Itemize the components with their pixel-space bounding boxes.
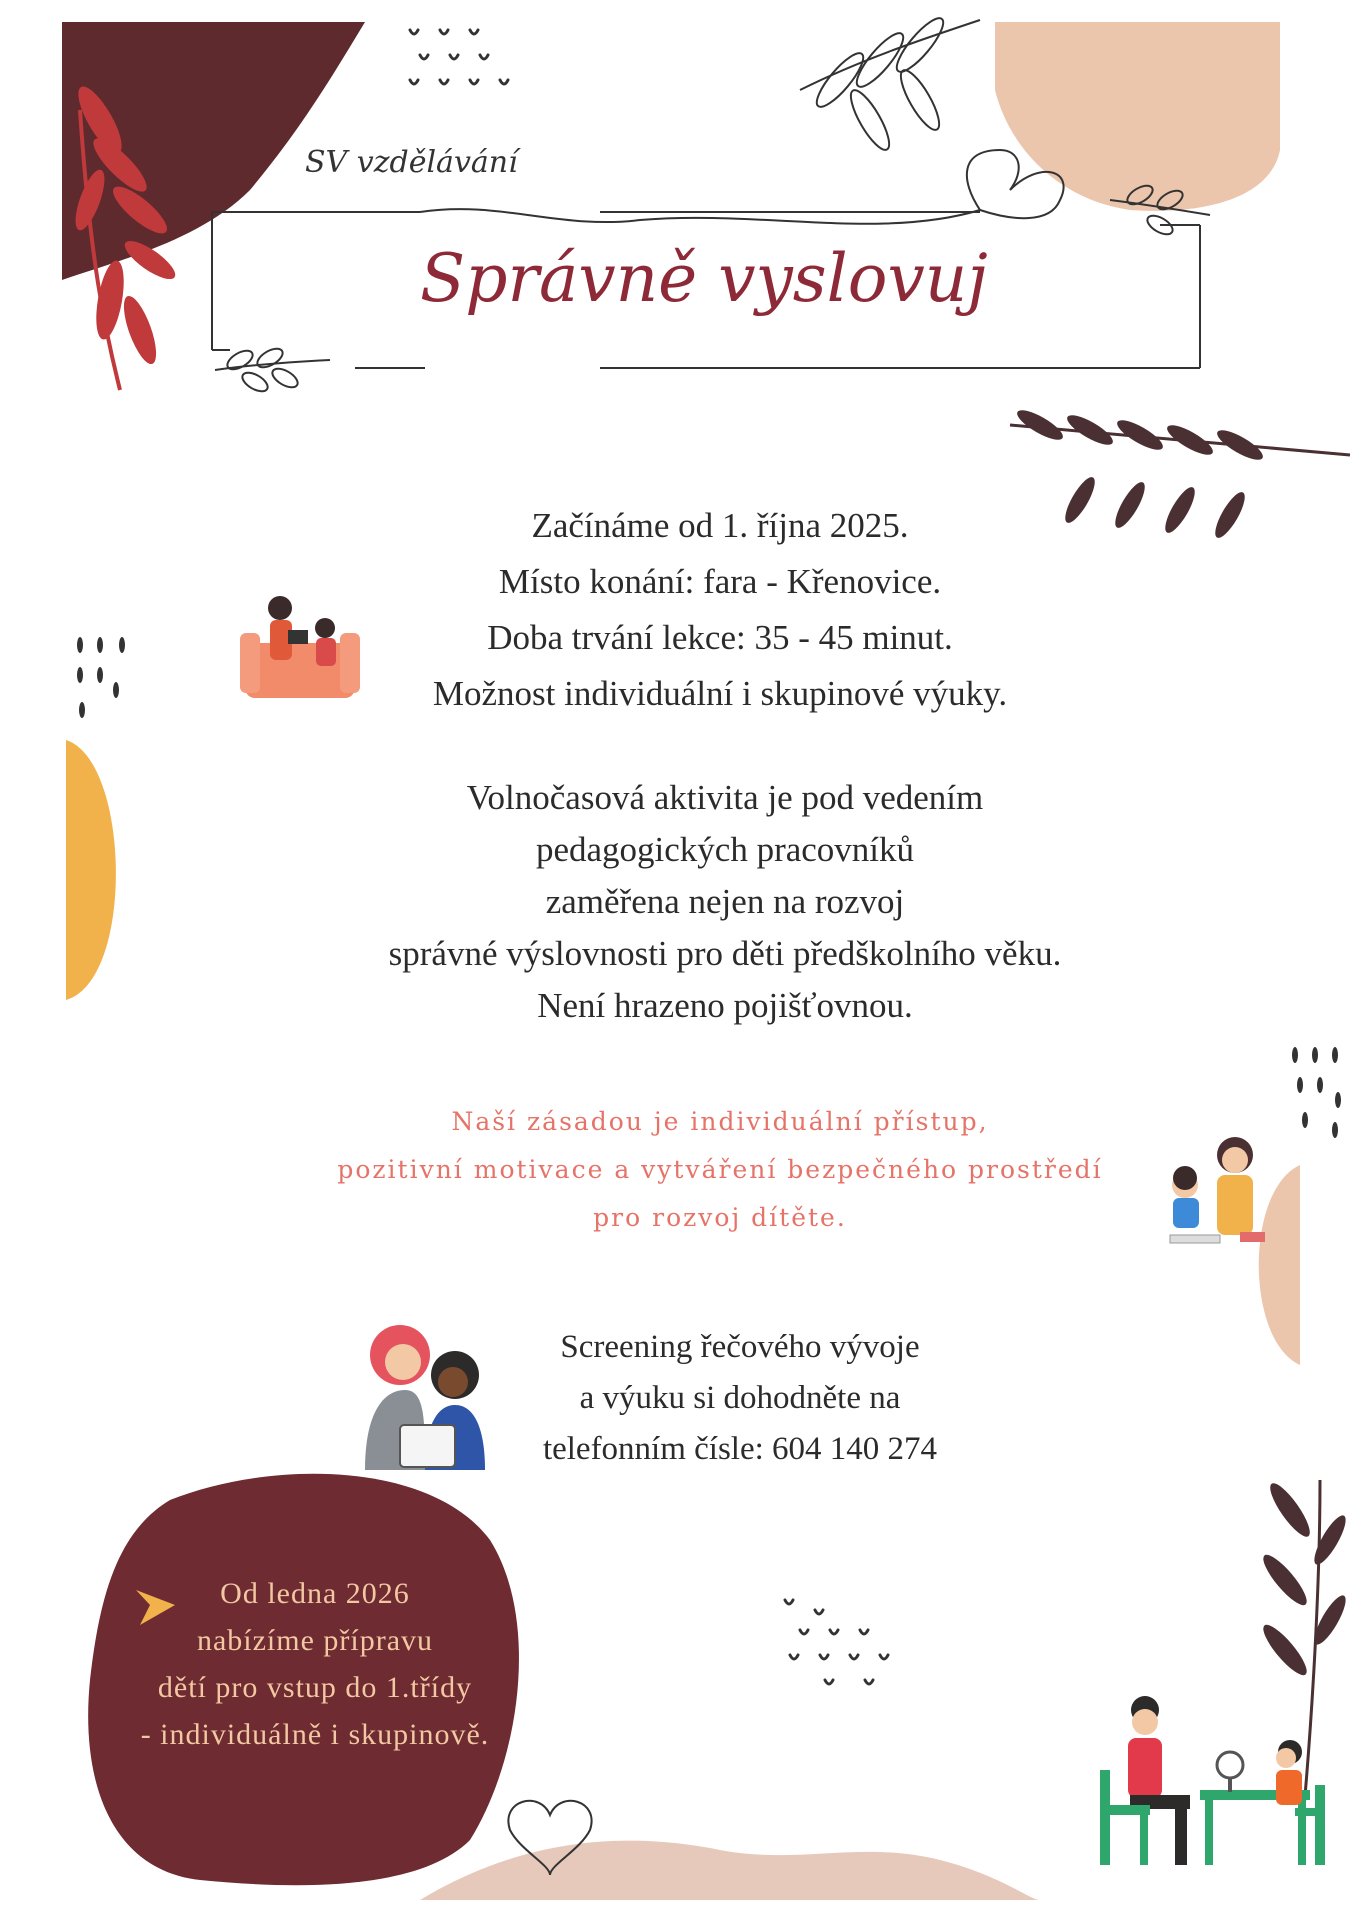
yellow-half-circle	[66, 740, 116, 1000]
drops-pattern-right	[1292, 1047, 1341, 1138]
info-start-date: Začínáme od 1. října 2025.	[531, 506, 909, 545]
description-line: Není hrazeno pojišťovnou.	[537, 986, 913, 1025]
info-block	[330, 498, 1110, 722]
outlined-leaves-top	[800, 13, 980, 155]
therapy-illustration	[1100, 1696, 1325, 1865]
organization-name: SV vzdělávání	[305, 145, 518, 180]
contact-phone: telefonním čísle: 604 140 274	[542, 1431, 938, 1467]
peach-half-circle-right	[1259, 1165, 1300, 1365]
drops-pattern-top	[410, 30, 508, 84]
description-line: správné výslovnosti pro děti předškolního věku.	[388, 934, 1062, 973]
info-format: Možnost individuální i skupinové výuky.	[432, 674, 1008, 713]
offer-line: nabízíme přípravu	[196, 1624, 434, 1657]
offer-line: dětí pro vstup do 1.třídy	[157, 1671, 473, 1704]
info-location: Místo konání: fara - Křenovice.	[498, 562, 942, 601]
contact-line: Screening řečového vývoje	[560, 1329, 920, 1365]
clapping-illustration	[1170, 1137, 1265, 1243]
principle-block	[270, 1098, 1170, 1242]
principle-line: pozitivní motivace a vytváření bezpečného prostředí	[337, 1155, 1103, 1184]
contact-block	[490, 1322, 990, 1475]
description-line: pedagogických pracovníků	[535, 830, 915, 869]
contact-line: a výuku si dohodněte na	[579, 1380, 901, 1416]
description-block	[300, 772, 1150, 1032]
info-duration: Doba trvání lekce: 35 - 45 minut.	[487, 618, 953, 657]
offer-line: - individuálně i skupinově.	[140, 1718, 490, 1751]
offer-line: Od ledna 2026	[220, 1577, 410, 1610]
peach-wave-bottom	[420, 1841, 1040, 1900]
offer-block	[100, 1570, 530, 1758]
drops-pattern-left	[77, 637, 125, 718]
drops-pattern-bottom	[785, 1600, 888, 1684]
principle-line: pro rozvoj dítěte.	[593, 1203, 847, 1232]
tablet-illustration	[365, 1325, 485, 1470]
principle-line: Naší zásadou je individuální přístup,	[451, 1107, 989, 1136]
description-line: zaměřena nejen na rozvoj	[545, 882, 905, 921]
page-title: Správně vyslovuj	[420, 240, 988, 317]
peach-blob-top-right	[995, 22, 1280, 211]
description-line: Volnočasová aktivita je pod vedením	[466, 778, 984, 817]
